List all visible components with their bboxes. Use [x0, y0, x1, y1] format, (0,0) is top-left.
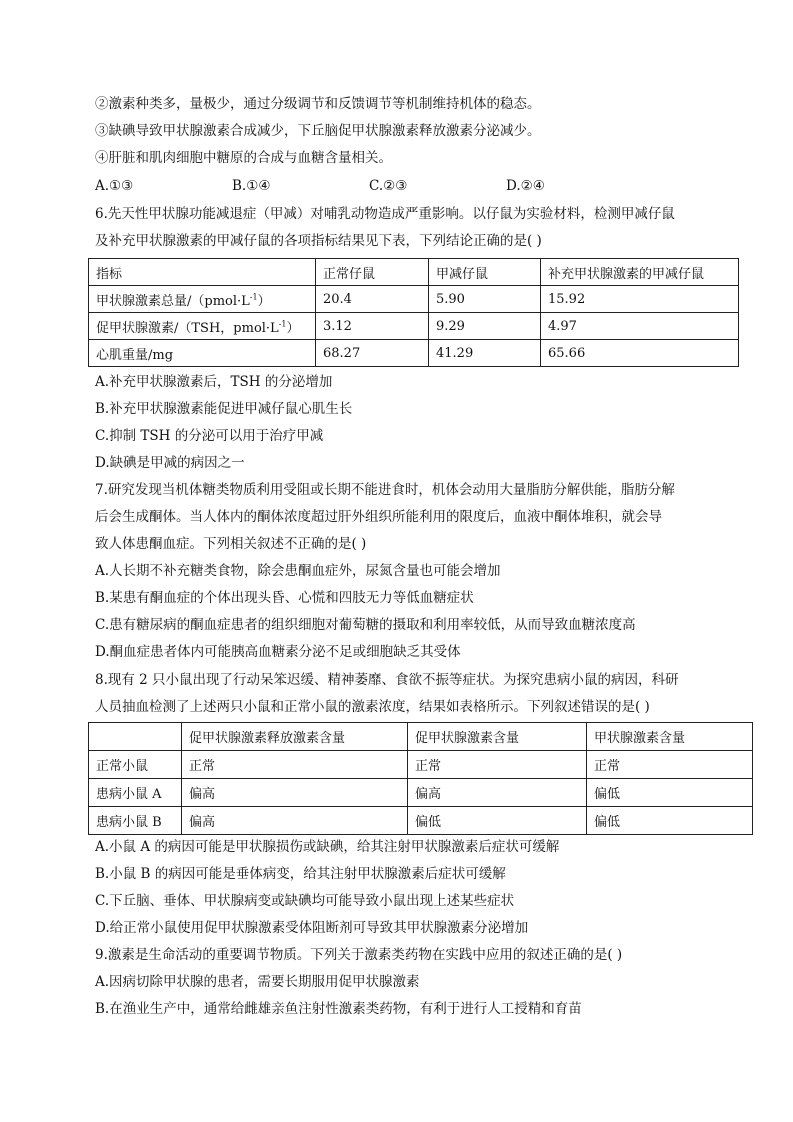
q8-option-b: B.小鼠 B 的病因可能是垂体病变，给其注射甲状腺激素后症状可缓解 [95, 866, 506, 882]
table-header-cell: 补充甲状腺激素的甲减仔鼠 [541, 259, 739, 286]
q6-stem-line-2: 及补充甲状腺激素的甲减仔鼠的各项指标结果见下表，下列结论正确的是( ) [95, 233, 542, 249]
table-row [89, 779, 753, 807]
table-row [89, 286, 739, 313]
table-cell: 15.92 [541, 286, 739, 313]
table-row-label: 促甲状腺激素/（TSH，$pmol\cdot L^{-1}$） [89, 313, 316, 340]
table-cell: 68.27 [316, 340, 429, 367]
table-row-label: 正常小鼠 [89, 751, 182, 779]
table-cell: 3.12 [316, 313, 429, 340]
table-cell: 偏高 [408, 779, 587, 807]
table-header-cell: 正常仔鼠 [316, 259, 429, 286]
q7-stem-line-1: 7.研究发现当机体糖类物质利用受阻或长期不能进食时，机体会动用大量脂肪分解供能，脂肪分解 [95, 482, 675, 498]
q7-stem-line-2: 后会生成酮体。当人体内的酮体浓度超过肝外组织所能利用的限度后，血液中酮体堆积，就会导 [95, 509, 662, 525]
q8-option-c: C.下丘脑、垂体、甲状腺病变或缺碘均可能导致小鼠出现上述某些症状 [95, 893, 515, 909]
table-row-label: 患病小鼠 B [89, 807, 182, 835]
table-cell: 4.97 [541, 313, 739, 340]
q9-option-b: B.在渔业生产中，通常给雌雄亲鱼注射性激素类药物，有利于进行人工授精和育苗 [95, 1001, 582, 1017]
q8-stem-line-2: 人员抽血检测了上述两只小鼠和正常小鼠的激素浓度，结果如表格所示。下列叙述错误的是( ) [95, 699, 650, 715]
q8-hormone-table [88, 722, 753, 835]
table-cell: 正常 [182, 751, 408, 779]
table-cell: 65.66 [541, 340, 739, 367]
q7-option-c: C.患有糖尿病的酮血症患者的组织细胞对葡萄糖的摄取和利用率较低，从而导致血糖浓度高 [95, 617, 636, 633]
q6-indicator-table [88, 258, 739, 367]
table-row [89, 340, 739, 367]
table-cell: 偏高 [182, 779, 408, 807]
table-row [89, 807, 753, 835]
table-header-cell: 促甲状腺激素含量 [408, 723, 587, 751]
table-header-row [89, 259, 739, 286]
q6-option-d: D.缺碘是甲减的病因之一 [95, 455, 245, 471]
q5-option-d: D.②④ [506, 178, 545, 194]
table-row [89, 751, 753, 779]
table-header-cell: 甲减仔鼠 [429, 259, 541, 286]
table-cell: 偏低 [587, 779, 753, 807]
table-cell: 5.90 [429, 286, 541, 313]
table-cell: 正常 [587, 751, 753, 779]
table-cell: 偏低 [587, 807, 753, 835]
table-cell: 偏高 [182, 807, 408, 835]
table-cell: 正常 [408, 751, 587, 779]
q6-option-c: C.抑制 TSH 的分泌可以用于治疗甲减 [95, 428, 324, 444]
q6-option-b: B.补充甲状腺激素能促进甲减仔鼠心肌生长 [95, 401, 353, 417]
q9-option-a: A.因病切除甲状腺的患者，需要长期服用促甲状腺激素 [95, 974, 420, 990]
table-header-cell: 甲状腺激素含量 [587, 723, 753, 751]
table-row-label: 心肌重量/mg [89, 340, 316, 367]
table-header-row [89, 723, 753, 751]
q5-options [95, 177, 545, 195]
q7-stem-line-3: 致人体患酮血症。下列相关叙述不正确的是( ) [95, 536, 367, 552]
q9-stem: 9.激素是生命活动的重要调节物质。下列关于激素类药物在实践中应用的叙述正确的是( ) [95, 947, 623, 963]
table-cell: 偏低 [408, 807, 587, 835]
q5-option-c: C.②③ [369, 178, 408, 194]
q6-option-a: A.补充甲状腺激素后，TSH 的分泌增加 [95, 374, 333, 390]
q7-option-a: A.人长期不补充糖类食物，除会患酮血症外，尿氮含量也可能会增加 [95, 563, 501, 579]
table-header-cell [89, 723, 182, 751]
q8-option-d: D.给正常小鼠使用促甲状腺激素受体阻断剂可导致其甲状腺激素分泌增加 [95, 920, 529, 936]
q5-statement-2: ②激素种类多，量极少，通过分级调节和反馈调节等机制维持机体的稳态。 [95, 96, 541, 112]
table-row [89, 313, 739, 340]
q8-stem-line-1: 8.现有 2 只小鼠出现了行动呆笨迟缓、精神萎靡、食欲不振等症状。为探究患病小鼠的病因，科研 [95, 672, 679, 688]
table-header-cell: 指标 [89, 259, 316, 286]
table-row-label: 患病小鼠 A [89, 779, 182, 807]
table-row-label: 甲状腺激素总量$/(pmol\cdot L^{-1})$ [89, 286, 316, 313]
q5-statement-4: ④肝脏和肌肉细胞中糖原的合成与血糖含量相关。 [95, 150, 392, 166]
table-cell: 20.4 [316, 286, 429, 313]
table-header-cell: 促甲状腺激素释放激素含量 [182, 723, 408, 751]
q8-option-a: A.小鼠 A 的病因可能是甲状腺损伤或缺碘，给其注射甲状腺激素后症状可缓解 [95, 839, 560, 855]
q5-option-a: A.①③ [95, 178, 134, 194]
q5-statement-3: ③缺碘导致甲状腺激素合成减少，下丘脑促甲状腺激素释放激素分泌减少。 [95, 123, 541, 139]
q6-stem-line-1: 6.先天性甲状腺功能减退症（甲减）对哺乳动物造成严重影响。以仔鼠为实验材料，检测甲减仔鼠 [95, 206, 675, 222]
q7-option-b: B.某患有酮血症的个体出现头昏、心慌和四肢无力等低血糖症状 [95, 590, 474, 606]
q7-option-d: D.酮血症患者体内可能胰高血糖素分泌不足或细胞缺乏其受体 [95, 644, 461, 660]
table-cell: 41.29 [429, 340, 541, 367]
q5-option-b: B.①④ [232, 178, 271, 194]
table-cell: 9.29 [429, 313, 541, 340]
